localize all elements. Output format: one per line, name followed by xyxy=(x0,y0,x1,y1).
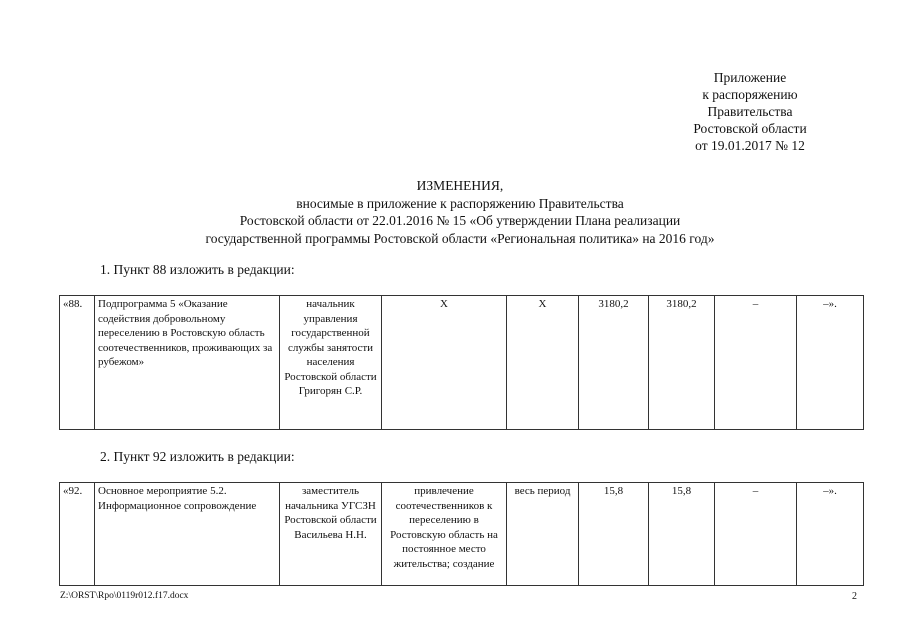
approval-line: Ростовской области xyxy=(693,121,807,136)
title-line: государственной программы Ростовской области «Региональная политика» на 2016 год» xyxy=(205,230,715,246)
title-line: вносимые в приложение к распоряжению Правительства xyxy=(296,195,624,211)
cell-result: X xyxy=(382,296,507,430)
instruction-item-2: 2. Пункт 92 изложить в редакции: xyxy=(100,449,295,464)
cell-period: весь период xyxy=(507,483,579,586)
footer-file-path: Z:\ORST\Rpo\0119r012.f17.docx xyxy=(60,591,189,601)
cell-period: X xyxy=(507,296,579,430)
cell-other: –». xyxy=(797,483,864,586)
table-row xyxy=(60,483,864,586)
cell-other: –». xyxy=(797,296,864,430)
approval-block xyxy=(680,69,820,154)
approval-line: к распоряжению xyxy=(702,87,798,102)
cell-total: 15,8 xyxy=(579,483,649,586)
instruction-item-1: 1. Пункт 88 изложить в редакции: xyxy=(100,262,295,277)
cell-number: «92. xyxy=(60,483,95,586)
cell-responsible: заместитель начальника УГСЗН Ростовской области Васильева Н.Н. xyxy=(280,483,382,586)
approval-line: Приложение xyxy=(713,70,787,85)
table-item-92 xyxy=(59,482,864,586)
table-item-88 xyxy=(59,295,864,430)
cell-result: привлечение соотечественников к переселению в Ростовскую область на постоянное место жительства; создание xyxy=(382,483,507,586)
approval-line: Правительства xyxy=(707,104,793,119)
page-number: 2 xyxy=(852,591,857,602)
cell-regional: 3180,2 xyxy=(649,296,715,430)
document-title xyxy=(100,177,820,247)
title-heading: ИЗМЕНЕНИЯ, xyxy=(416,178,504,193)
cell-number: «88. xyxy=(60,296,95,430)
cell-regional: 15,8 xyxy=(649,483,715,586)
cell-federal: – xyxy=(715,296,797,430)
cell-federal: – xyxy=(715,483,797,586)
title-line: Ростовской области от 22.01.2016 № 15 «Об утверждении Плана реализации xyxy=(239,213,681,228)
cell-name: Основное мероприятие 5.2. Информационное сопровождение xyxy=(95,483,280,586)
cell-total: 3180,2 xyxy=(579,296,649,430)
cell-name: Подпрограмма 5 «Оказание содействия добровольному переселению в Ростовскую область соотечественников, проживающих за рубежом» xyxy=(95,296,280,430)
cell-responsible: начальник управления государственной службы занятости населения Ростовской области Григорян С.Р. xyxy=(280,296,382,430)
approval-line: от 19.01.2017 № 12 xyxy=(695,138,805,153)
table-row xyxy=(60,296,864,430)
